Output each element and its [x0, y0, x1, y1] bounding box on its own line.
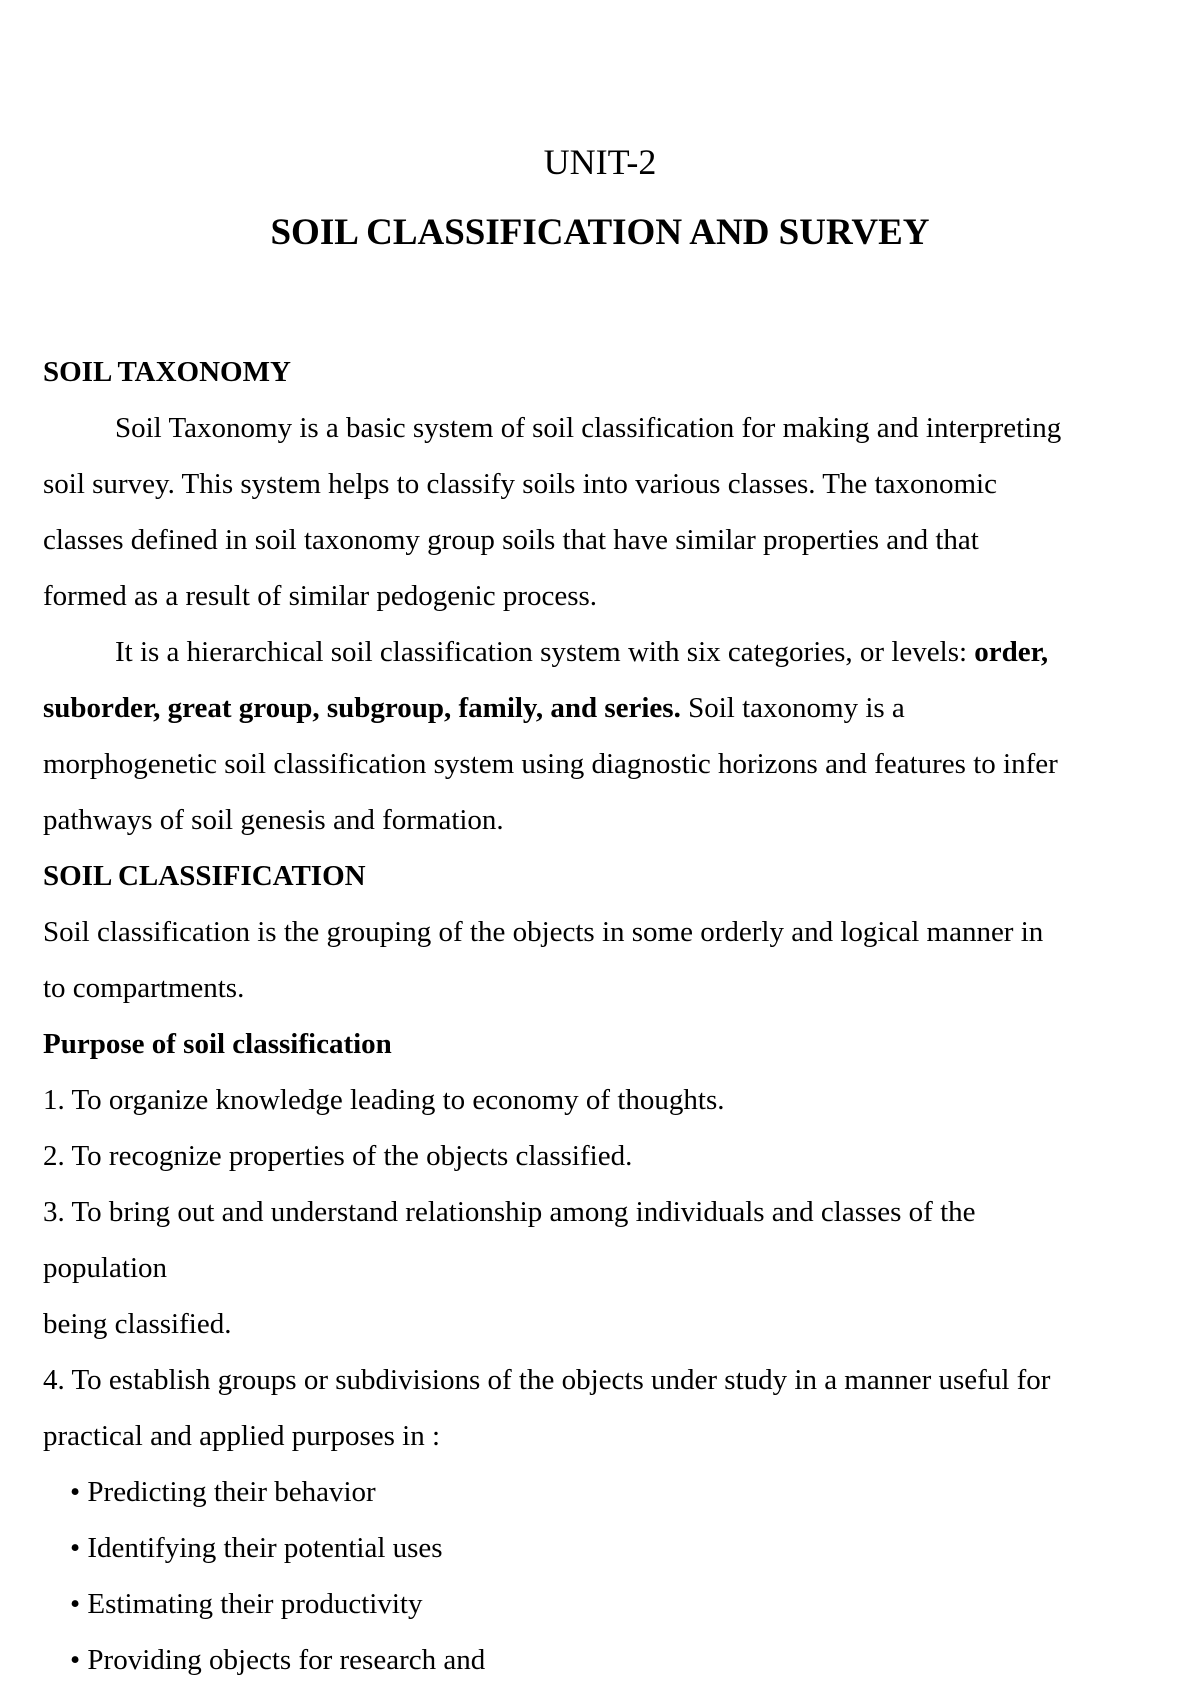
bullet-item: • Estimating their productivity	[70, 1588, 423, 1620]
list-item: practical and applied purposes in :	[43, 1420, 441, 1452]
paragraph-text: It is a hierarchical soil classification system with six categories, or levels:	[115, 636, 975, 668]
emphasis-text: order,	[974, 636, 1049, 668]
paragraph-line: pathways of soil genesis and formation.	[43, 804, 504, 836]
paragraph-text: Soil taxonomy is a	[680, 692, 905, 724]
list-item: 2. To recognize properties of the objects classified.	[43, 1140, 633, 1172]
list-item: 4. To establish groups or subdivisions of the objects under study in a manner useful for	[43, 1364, 1051, 1396]
list-item: 1. To organize knowledge leading to economy of thoughts.	[43, 1084, 725, 1116]
emphasis-text: suborder, great group, subgroup, family, and series.	[43, 692, 681, 724]
list-item: being classified.	[43, 1308, 232, 1340]
paragraph-line	[43, 624, 1173, 680]
bullet-item: • Providing objects for research and	[70, 1644, 486, 1676]
bullet-item: • Predicting their behavior	[70, 1476, 376, 1508]
bullet-item: • Identifying their potential uses	[70, 1532, 443, 1564]
list-item: population	[43, 1252, 168, 1284]
paragraph-line: to compartments.	[43, 972, 245, 1004]
paragraph-line: Soil classification is the grouping of the objects in some orderly and logical manner in	[43, 916, 1044, 948]
unit-label: UNIT-2	[543, 142, 657, 182]
list-item: 3. To bring out and understand relationship among individuals and classes of the	[43, 1196, 976, 1228]
paragraph-line: formed as a result of similar pedogenic process.	[43, 580, 598, 612]
document-title: SOIL CLASSIFICATION AND SURVEY	[270, 212, 930, 253]
paragraph-line: morphogenetic soil classification system using diagnostic horizons and features to infer	[43, 748, 1058, 780]
document-body	[43, 344, 1173, 1688]
section-heading-purpose: Purpose of soil classification	[43, 1028, 392, 1060]
paragraph-line: classes defined in soil taxonomy group soils that have similar properties and that	[43, 524, 979, 556]
paragraph-line	[43, 680, 1173, 736]
paragraph-line: soil survey. This system helps to classify soils into various classes. The taxonomic	[43, 468, 997, 500]
section-heading-soil-classification: SOIL CLASSIFICATION	[43, 860, 366, 892]
section-heading-soil-taxonomy: SOIL TAXONOMY	[43, 356, 291, 388]
paragraph-line: Soil Taxonomy is a basic system of soil classification for making and interpreting	[115, 412, 1062, 444]
